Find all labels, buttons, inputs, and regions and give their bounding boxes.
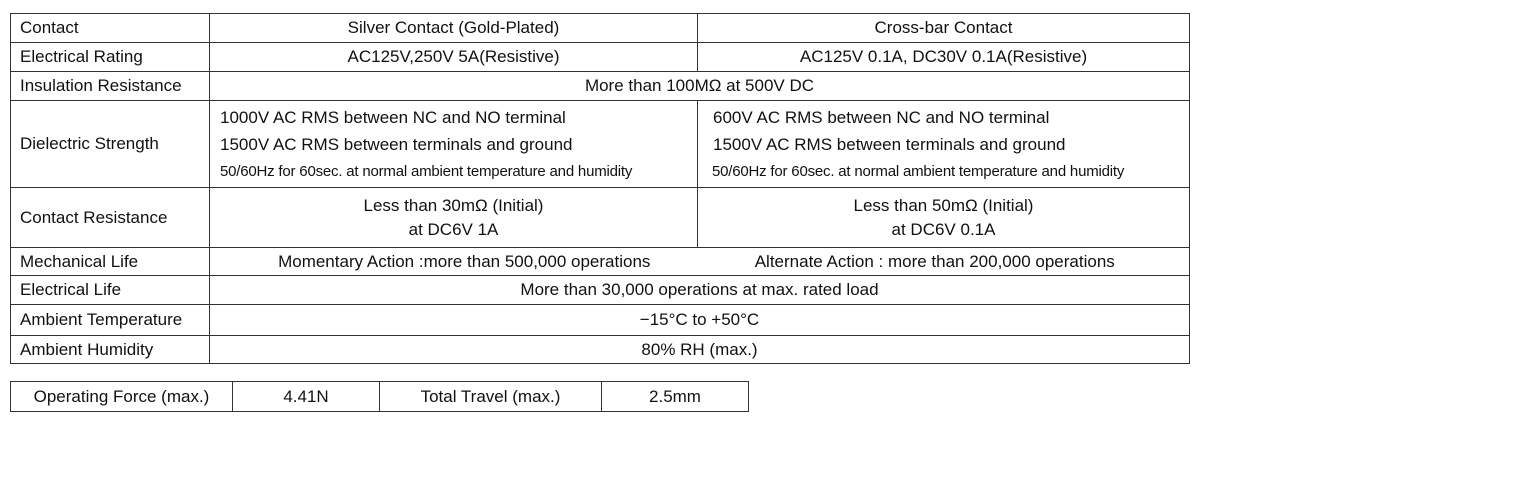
ambient-humidity-value: 80% RH (max.): [210, 336, 1190, 364]
ambient-temperature-value: −15°C to +50°C: [210, 305, 1190, 336]
total-travel-label: Total Travel (max.): [380, 382, 602, 412]
operating-force-label: Operating Force (max.): [11, 382, 233, 412]
contact-resistance-silver-line-2: at DC6V 1A: [408, 219, 499, 239]
mechanical-life-value: [210, 248, 1190, 276]
dielectric-strength-label: Dielectric Strength: [11, 101, 210, 188]
dielectric-silver-line-2: 1500V AC RMS between terminals and ground: [220, 134, 573, 154]
insulation-resistance-row: [11, 72, 1190, 101]
force-travel-row: [11, 382, 749, 412]
mechanical-life-label: Mechanical Life: [11, 248, 210, 276]
ambient-temperature-label: Ambient Temperature: [11, 305, 210, 336]
ambient-temperature-row: [11, 305, 1190, 336]
ambient-humidity-label: Ambient Humidity: [11, 336, 210, 364]
dielectric-strength-cross-bar: [698, 101, 1190, 188]
mechanical-life-momentary: Momentary Action :more than 500,000 operations: [278, 251, 651, 271]
electrical-life-row: [11, 276, 1190, 305]
contact-resistance-cross-bar-line-2: at DC6V 0.1A: [891, 219, 996, 239]
ambient-humidity-row: [11, 336, 1190, 364]
header-silver-contact: Silver Contact (Gold-Plated): [210, 14, 698, 43]
dielectric-strength-silver: [210, 101, 698, 188]
contact-resistance-row: [11, 188, 1190, 248]
electrical-life-value: More than 30,000 operations at max. rated load: [210, 276, 1190, 305]
mechanical-life-alternate: Alternate Action : more than 200,000 operations: [754, 251, 1115, 271]
specification-table: [10, 13, 1190, 364]
header-row: [11, 14, 1190, 43]
contact-resistance-silver: [210, 188, 698, 248]
dielectric-silver-line-1: 1000V AC RMS between NC and NO terminal: [220, 107, 566, 127]
contact-resistance-silver-line-1: Less than 30mΩ (Initial): [363, 195, 544, 215]
insulation-resistance-label: Insulation Resistance: [11, 72, 210, 101]
header-contact-label: Contact: [11, 14, 210, 43]
force-travel-table: [10, 381, 749, 412]
dielectric-cross-bar-line-3: 50/60Hz for 60sec. at normal ambient temperature and humidity: [712, 162, 1125, 180]
dielectric-cross-bar-line-1: 600V AC RMS between NC and NO terminal: [713, 107, 1050, 127]
header-cross-bar-contact: Cross-bar Contact: [698, 14, 1190, 43]
electrical-rating-cross-bar: AC125V 0.1A, DC30V 0.1A(Resistive): [698, 43, 1190, 72]
total-travel-value: 2.5mm: [602, 382, 749, 412]
dielectric-silver-line-3: 50/60Hz for 60sec. at normal ambient temperature and humidity: [220, 162, 633, 180]
contact-resistance-label: Contact Resistance: [11, 188, 210, 248]
contact-resistance-cross-bar: [698, 188, 1190, 248]
operating-force-value: 4.41N: [233, 382, 380, 412]
dielectric-strength-row: [11, 101, 1190, 188]
dielectric-cross-bar-line-2: 1500V AC RMS between terminals and ground: [713, 134, 1066, 154]
mechanical-life-row: [11, 248, 1190, 276]
insulation-resistance-value: More than 100MΩ at 500V DC: [210, 72, 1190, 101]
contact-resistance-cross-bar-line-1: Less than 50mΩ (Initial): [853, 195, 1034, 215]
electrical-life-label: Electrical Life: [11, 276, 210, 305]
electrical-rating-silver: AC125V,250V 5A(Resistive): [210, 43, 698, 72]
electrical-rating-row: [11, 43, 1190, 72]
electrical-rating-label: Electrical Rating: [11, 43, 210, 72]
